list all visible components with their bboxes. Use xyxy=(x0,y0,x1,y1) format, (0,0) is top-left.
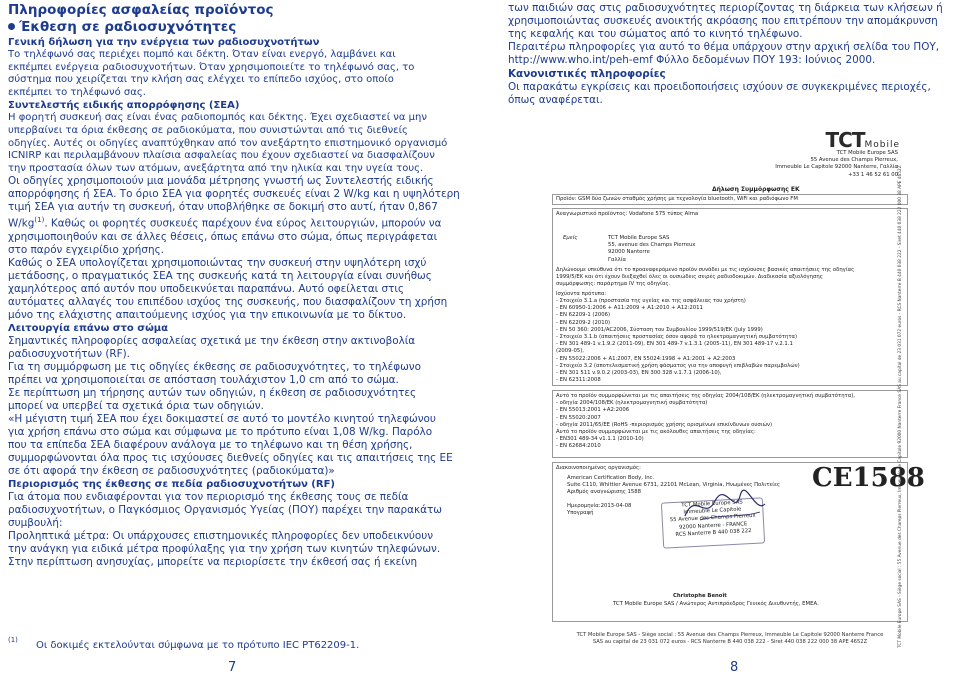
text-line: μόνο της ελάχιστης απαιτούμενης ισχύος για την επικοινωνία με το δίκτυο. xyxy=(8,308,407,321)
text-line: εκπέμπει ενέργεια ραδιοσυχνοτήτων. Όταν χρησιμοποιείτε το τηλέφωνό σας, το xyxy=(8,61,415,73)
text-line xyxy=(8,201,463,214)
text-line: ραδιοσυχνοτήτων (RF). xyxy=(8,347,130,360)
stamp-line: Immeuble Le Capitole xyxy=(683,506,742,516)
text-line xyxy=(8,188,463,201)
text-line: μπορεί να υπερβεί τα σχετικά όρια των οδηγιών. xyxy=(8,399,264,412)
text-line xyxy=(8,175,463,188)
text-span: στο παρόν εγχειρίδιο χρήσης. xyxy=(8,243,164,256)
text-line: σε ότι αφορά την έκθεση σε ραδιοσυχνότητες (ραδιοκύματα)» xyxy=(8,464,335,477)
text-line: «Η μέγιστη τιμή ΣΕΑ που έχει δοκιμαστεί σε αυτό το μοντέλο κινητού τηλεφώνου xyxy=(8,412,436,425)
text-line: Η φορητή συσκευή σας είναι ένας ραδιοπομπός και δέκτης. Έχει σχεδιαστεί να μην xyxy=(8,112,427,124)
text-line: όπως αναφέρεται. xyxy=(508,94,603,106)
text-line: Καθώς ο ΣΕΑ υπολογίζεται χρησιμοποιώντας την συσκευή στην υψηλότερη ισχύ xyxy=(8,256,427,269)
standards-box xyxy=(552,208,908,386)
text-line: συμβουλή: xyxy=(8,516,63,529)
directive-line: - ΕΝ 62684:2010 xyxy=(556,443,601,450)
product-box: Προϊόν: GSM δύο ζωνών σταθμός χρήσης με τεχνολογία bluetooth, WiFi και ραδιόφωνο FM xyxy=(552,194,908,205)
heading-regulatory: Κανονιστικές πληροφορίες xyxy=(508,68,666,80)
text-line: πρέπει να χρησιμοποιείται σε απόσταση τουλάχιστον 1,0 cm από το σώμα. xyxy=(8,373,399,386)
text-line: σύστημα που χειρίζεται την κλήση σας ελέγχει το επίπεδο ισχύος, στο οποίο xyxy=(8,74,394,86)
standards-intro: Ισχύοντα πρότυπα: xyxy=(556,291,607,297)
address-line: Immeuble Le Capitole 92000 Nanterre, Γαλλία xyxy=(775,164,898,171)
text-line: χρησιμοποιώντας συσκευές ανοικτής ακρόασης που επιτρέπουν την απομάκρυνση xyxy=(508,15,938,27)
notified-body xyxy=(556,465,641,472)
text-line: που τα επίπεδα ΣΕΑ διαφέρουν ανάλογα με το τηλέφωνο και τη θέση χρήσης, xyxy=(8,438,413,451)
body-address-line: American Certification Body, Inc. xyxy=(567,475,655,481)
declaration-lines xyxy=(556,267,854,289)
signature-icon xyxy=(680,486,770,526)
standard-line: - Στοιχείο 3.2 (αποτελεσματική χρήση φάσματος για την αποφυγή επιβλαβών παρεμβολών) xyxy=(556,362,800,369)
body-address-line: Αριθμός αναγνώρισης 1588 xyxy=(567,489,642,496)
directive-line: Αυτό το προϊόν συμμορφώνεται με τις απαιτήσεις της οδηγίας 2004/108/ΕΚ (ηλεκτρομαγνητική συμβατότητα), xyxy=(556,393,855,399)
text-span: Οι οδηγίες χρησιμοποιούν μια μονάδα μέτρησης γνωστή ως Συντελεστής ειδικής xyxy=(8,175,434,188)
text-span: χρησιμοποιηθούν και σε άλλες θέσεις, όπως επάνω στο σώμα, όπως περιγράφεται xyxy=(8,230,438,243)
page-title: Πληροφορίες ασφαλείας προϊόντος xyxy=(8,2,274,18)
paragraph-limit-exposure xyxy=(8,491,463,569)
page-number-left: 7 xyxy=(228,660,237,675)
text-line: την ανάγκη για ειδικά μέτρα προφύλαξης για την χρήση των κινητών τηλεφώνων. xyxy=(8,542,441,555)
text-line: την προστασία όλων των ατόμων, ανεξάρτητα από την ηλικία και την υγεία τους. xyxy=(8,162,424,174)
directive-box xyxy=(552,390,908,458)
stamp-line: 55 Avenue des Champs Pierreux xyxy=(669,513,756,524)
standard-line: - ΕΝ 62209-2 (2010) xyxy=(556,319,611,326)
right-page xyxy=(508,2,958,107)
standard-line: - ΕΝ 55022:2006 + Α1:2007, ΕΝ 55024:1998 + Α1:2001 + Α2:2003 xyxy=(556,355,736,362)
directive-line: Αυτό το προϊόν συμμορφώνεται με τις ακόλουθες απαιτήσεις της οδηγίας: xyxy=(556,429,756,436)
text-line xyxy=(8,244,463,257)
footer-line: TCT Mobile Europe SAS - Siège social : 55 Avenue des Champs Pierreux, Immeuble Le Capitole 92000 Nanterre France xyxy=(576,632,884,638)
text-span: W/kg xyxy=(8,217,35,230)
directive-line: - ΕΝ301 489-34 v1.1.1 (2010-10) xyxy=(556,436,644,443)
standard-line: - ΕΝ 62209-1 (2006) xyxy=(556,312,611,319)
standard-line: - ΕΝ 50 360: 2001/AC2006, Σύσταση του Συμβουλίου 1999/519/ΕΚ (July 1999) xyxy=(556,326,763,333)
footnote-ref: (1) xyxy=(34,216,45,225)
ce-mark: CE1588 xyxy=(812,463,925,493)
heading-body-worn: Λειτουργία επάνω στο σώμα xyxy=(8,322,168,334)
paragraph-body-worn xyxy=(8,335,463,478)
text-line: των παιδιών σας στις ραδιοσυχνότητες περιορίζοντας τη διάρκεια των κλήσεων ή xyxy=(508,2,943,14)
body-address-line: Suite C110, Whittier Avenue 6731, 22101 McLean, Virginia, Ηνωμένες Πολιτείες xyxy=(567,482,781,489)
manufacturer-line: Γαλλία xyxy=(608,256,626,263)
address-line: 55 Avenue des Champs Pierreux, xyxy=(810,157,898,164)
signer-name: Christophe Benoît xyxy=(673,593,727,599)
section-subtitle: Έκθεση σε ραδιοσυχνότητες xyxy=(8,19,463,36)
issue-date: Ημερομηνία:2013-04-08 xyxy=(567,503,632,509)
directive-line: - ΕΝ 55020:2007 xyxy=(556,414,601,421)
standard-line: - ΕΝ 301 489-1 v.1.9.2 (2011-09), ΕΝ 301 489-7 v.1.3.1 (2005-11), ΕΝ 301 489-17 v.2.1.1 xyxy=(556,341,793,348)
text-line: Προληπτικά μέτρα: Οι υπάρχουσες επιστημονικές πληροφορίες δεν υποδεικνύουν xyxy=(8,529,434,542)
paragraph-regulatory xyxy=(508,81,958,107)
text-line: Στην περίπτωση ανησυχίας, μπορείτε να περιορίσετε την έκθεσή σας ή εκείνη xyxy=(8,555,418,568)
manufacturer-line: 55, avenue des Champs Pierreux xyxy=(608,242,696,249)
left-page xyxy=(8,2,463,569)
product-id: Αναγνωριστικό προϊόντος: Vodafone 575 τύπος Alma xyxy=(556,211,699,217)
declaration-title: Δήλωση Συμμόρφωσης ΕΚ xyxy=(712,186,800,193)
signer-role: TCT Mobile Europe SAS / Ανώτερος Αντιπρόεδρος Γενικός Διευθυντής, ΕΜΕΑ. xyxy=(613,601,819,607)
declaration-of-conformity xyxy=(552,128,925,650)
stamp-line: 92000 Nanterre - FRANCE xyxy=(678,520,748,531)
heading-general: Γενική δήλωση για την ενέργεια των ραδιοσυχνοτήτων xyxy=(8,37,320,48)
standard-line: (2009-05), xyxy=(556,348,584,355)
text-line: Οι παρακάτω εγκρίσεις και προειδοποιήσεις ισχύουν σε συγκεκριμένες περιοχές, xyxy=(508,81,931,93)
manufacturer-lines xyxy=(608,235,695,264)
heading-limit-exposure: Περιορισμός της έκθεσης σε πεδία ραδιοσυχνοτήτων (RF) xyxy=(8,478,335,490)
directive-line: - ΕΝ 55013:2001 +Α2:2006 xyxy=(556,407,630,414)
declaration-line: Δηλώνουμε υπεύθυνα ότι το προαναφερόμενο προϊόν συνάδει με τις ισχύουσες βασικές απαιτήσεις της οδηγίας xyxy=(556,267,855,273)
footnote-mark: (1) xyxy=(8,636,18,644)
standard-line: - ΕΝ 60950-1:2006 + Α11:2009 + Α1:2010 + Α12:2011 xyxy=(556,305,703,312)
address-line: +33 1 46 52 61 00 xyxy=(848,171,898,178)
paragraph-who-info xyxy=(508,41,958,67)
text-line: ραδιοσυχνοτήτων, ο Παγκόσμιος Οργανισμός Υγείας (ΠΟΥ) παρέχει την παρακάτω xyxy=(8,503,442,516)
standard-line: - ΕΝ 62311:2008 xyxy=(556,377,601,384)
text-span: απορρόφησης ή ΣΕΑ. Το όριο ΣΕΑ για φορητές συσκευές είναι 2 W/kg και η υψηλότερη xyxy=(8,188,460,201)
stamp-line: RCS Nanterre B 440 038 222 xyxy=(675,527,752,538)
signature-label: Υπογραφή xyxy=(567,510,594,516)
text-line: συμμορφώνονται όλα προς τις ισχύουσες διεθνείς οδηγίες και τις απαιτήσεις της ΕΕ xyxy=(8,451,453,464)
paragraph-children xyxy=(508,2,958,41)
text-line: για χρήση επάνω στο σώμα και σύμφωνα με το πρότυπο είναι 1,08 W/kg. Παρόλο xyxy=(8,425,433,438)
manufacturer-line: 92000 Nanterre xyxy=(608,249,650,256)
text-line: Περαιτέρω πληροφορίες για αυτό το θέμα υπάρχουν στην αρχική σελίδα του ΠΟΥ, xyxy=(508,41,940,53)
text-line: Για άτομα που ενδιαφέρονται για τον περιορισμό της έκθεσης τους σε πεδία xyxy=(8,490,409,503)
text-line: εκπέμπει το τηλέφωνό σας. xyxy=(8,86,146,98)
vertical-legal-text: TCT Mobile Europe SAS - Siège social : 55 Avenue des Champs Pierreux, Immeuble Le Capitole 92000 Nanterre France SAS au capital de 23 031 072 euros - RCS Nanterre B 440 038 222 - Siret 440 038 222 000 38 APE 4652Z xyxy=(898,165,903,648)
text-line: http://www.who.int/peh-emf Φύλλο δεδομένων ΠΟΥ 193: Ιούνιος 2000. xyxy=(508,54,876,66)
paragraph-sar-power xyxy=(8,257,463,322)
footer-line: SAS au capital de 23 031 072 euros - RCS Nanterre B 440 038 222 - Siret 440 038 222 000 38 APE 4652Z xyxy=(592,639,868,645)
text-line: οδηγίες. Αυτές οι οδηγίες αναπτύχθηκαν από τον ανεξάρτητο επιστημονικό οργανισμό xyxy=(8,137,448,149)
text-line: ICNIRP και περιλαμβάνουν πλαίσια ασφαλείας που έχουν σχεδιαστεί να διασφαλίζουν xyxy=(8,150,435,162)
standard-line: - Στοιχείο 3.1.a (προστασία της υγείας και της ασφάλειας του χρήστη) xyxy=(556,298,746,304)
tct-mobile-logo: TCTMobile xyxy=(825,128,900,152)
text-line: Το τηλέφωνό σας περιέχει πομπό και δέκτη. Όταν είναι ενεργό, λαμβάνει και xyxy=(8,49,396,60)
text-span: τιμή ΣΕΑ για αυτήν τη συσκευή, όταν υποβλήθηκε σε δοκιμή στο αυτί, ήταν 0,867 xyxy=(8,201,438,214)
directive-line: - οδηγία 2004/108/ΕΚ (ηλεκτρομαγνητική συμβατότητα) xyxy=(556,400,708,407)
text-line: χαμηλότερος από αυτόν που υποδεικνύεται παραπάνω. Αυτό οφείλεται στις xyxy=(8,282,404,295)
paragraph-general xyxy=(8,49,463,99)
directive-line: - οδηγία 2011/65/ΕΕ (RoHS -περιορισμός χρήσης ορισμένων επικίνδυνων ουσιών) xyxy=(556,421,773,428)
text-line: Σημαντικές πληροφορίες ασφαλείας σχετικά με την έκθεση στην ακτινοβολία xyxy=(8,334,416,347)
text-line: μετάδοσης, ο πραγματικός ΣΕΑ της συσκευής κατά τη λειτουργία είναι συνήθως xyxy=(8,269,432,282)
standard-line: - ΕΝ 301 511 v.9.0.2 (2003-03), ΕΝ 300 328 v.1.7.1 (2006-10), xyxy=(556,370,722,377)
address-line: TCT Mobile Europe SAS xyxy=(836,150,898,156)
text-line: της κεφαλής και του σώματος από το κινητό τηλέφωνο. xyxy=(508,28,803,40)
paragraph-sar xyxy=(8,112,463,175)
body-line: Διακοινοποιημένος οργανισμός: xyxy=(556,465,641,471)
text-line xyxy=(8,231,463,244)
text-line: υπερβαίνει τα όρια έκθεσης σε ραδιοκύματα, που συνιστώνται από τις διεθνείς xyxy=(8,124,408,136)
declaration-line: συμμόρφωσης: παράρτημα IV της οδηγίας. xyxy=(556,281,671,288)
footnote-text: Οι δοκιμές εκτελούνται σύμφωνα με το πρότυπο IEC PT62209-1. xyxy=(36,640,360,651)
text-line: Σε περίπτωση μη τήρησης αυτών των οδηγιών, η έκθεση σε ραδιοσυχνότητες xyxy=(8,386,417,399)
page-number-right: 8 xyxy=(730,660,739,675)
declaration-line: 1999/5/ΕΚ και ότι έχουν διεξαχθεί όλες οι ουσιώδεις σειρές ραδιοδοκιμών. Διαδικασία αξιολόγησης xyxy=(556,274,823,281)
manufacturer-line: TCT Mobile Europe SAS xyxy=(608,235,670,241)
heading-sar: Συντελεστής ειδικής απορρόφησης (ΣΕΑ) xyxy=(8,100,240,112)
text-line: αυτόματες αλλαγές του επιπέδου ισχύος της συσκευής, που διασφαλίζουν τη χρήση xyxy=(8,295,448,308)
certificate-footer xyxy=(552,632,908,646)
directive-list xyxy=(556,393,855,451)
standards-list xyxy=(556,298,800,384)
company-address xyxy=(748,150,898,179)
standard-line: - Στοιχείο 3.1.b (απαιτήσεις προστασίας όσον αφορά το ηλεκτρομαγνητική συμβατότητα) xyxy=(556,334,798,341)
paragraph-sar-limits xyxy=(8,175,463,256)
bullet-icon xyxy=(8,23,15,30)
text-span: . Καθώς οι φορητές συσκευές παρέχουν ένα εύρος λειτουργιών, μπορούν να xyxy=(44,217,442,230)
text-line xyxy=(8,214,463,230)
we-label: Εμείς xyxy=(563,235,578,241)
stamp-line: TCT Mobile Europe SAS xyxy=(681,499,743,509)
text-line: Για τη συμμόρφωση με τις οδηγίες έκθεσης σε ραδιοσυχνότητες, το τηλέφωνο xyxy=(8,360,421,373)
